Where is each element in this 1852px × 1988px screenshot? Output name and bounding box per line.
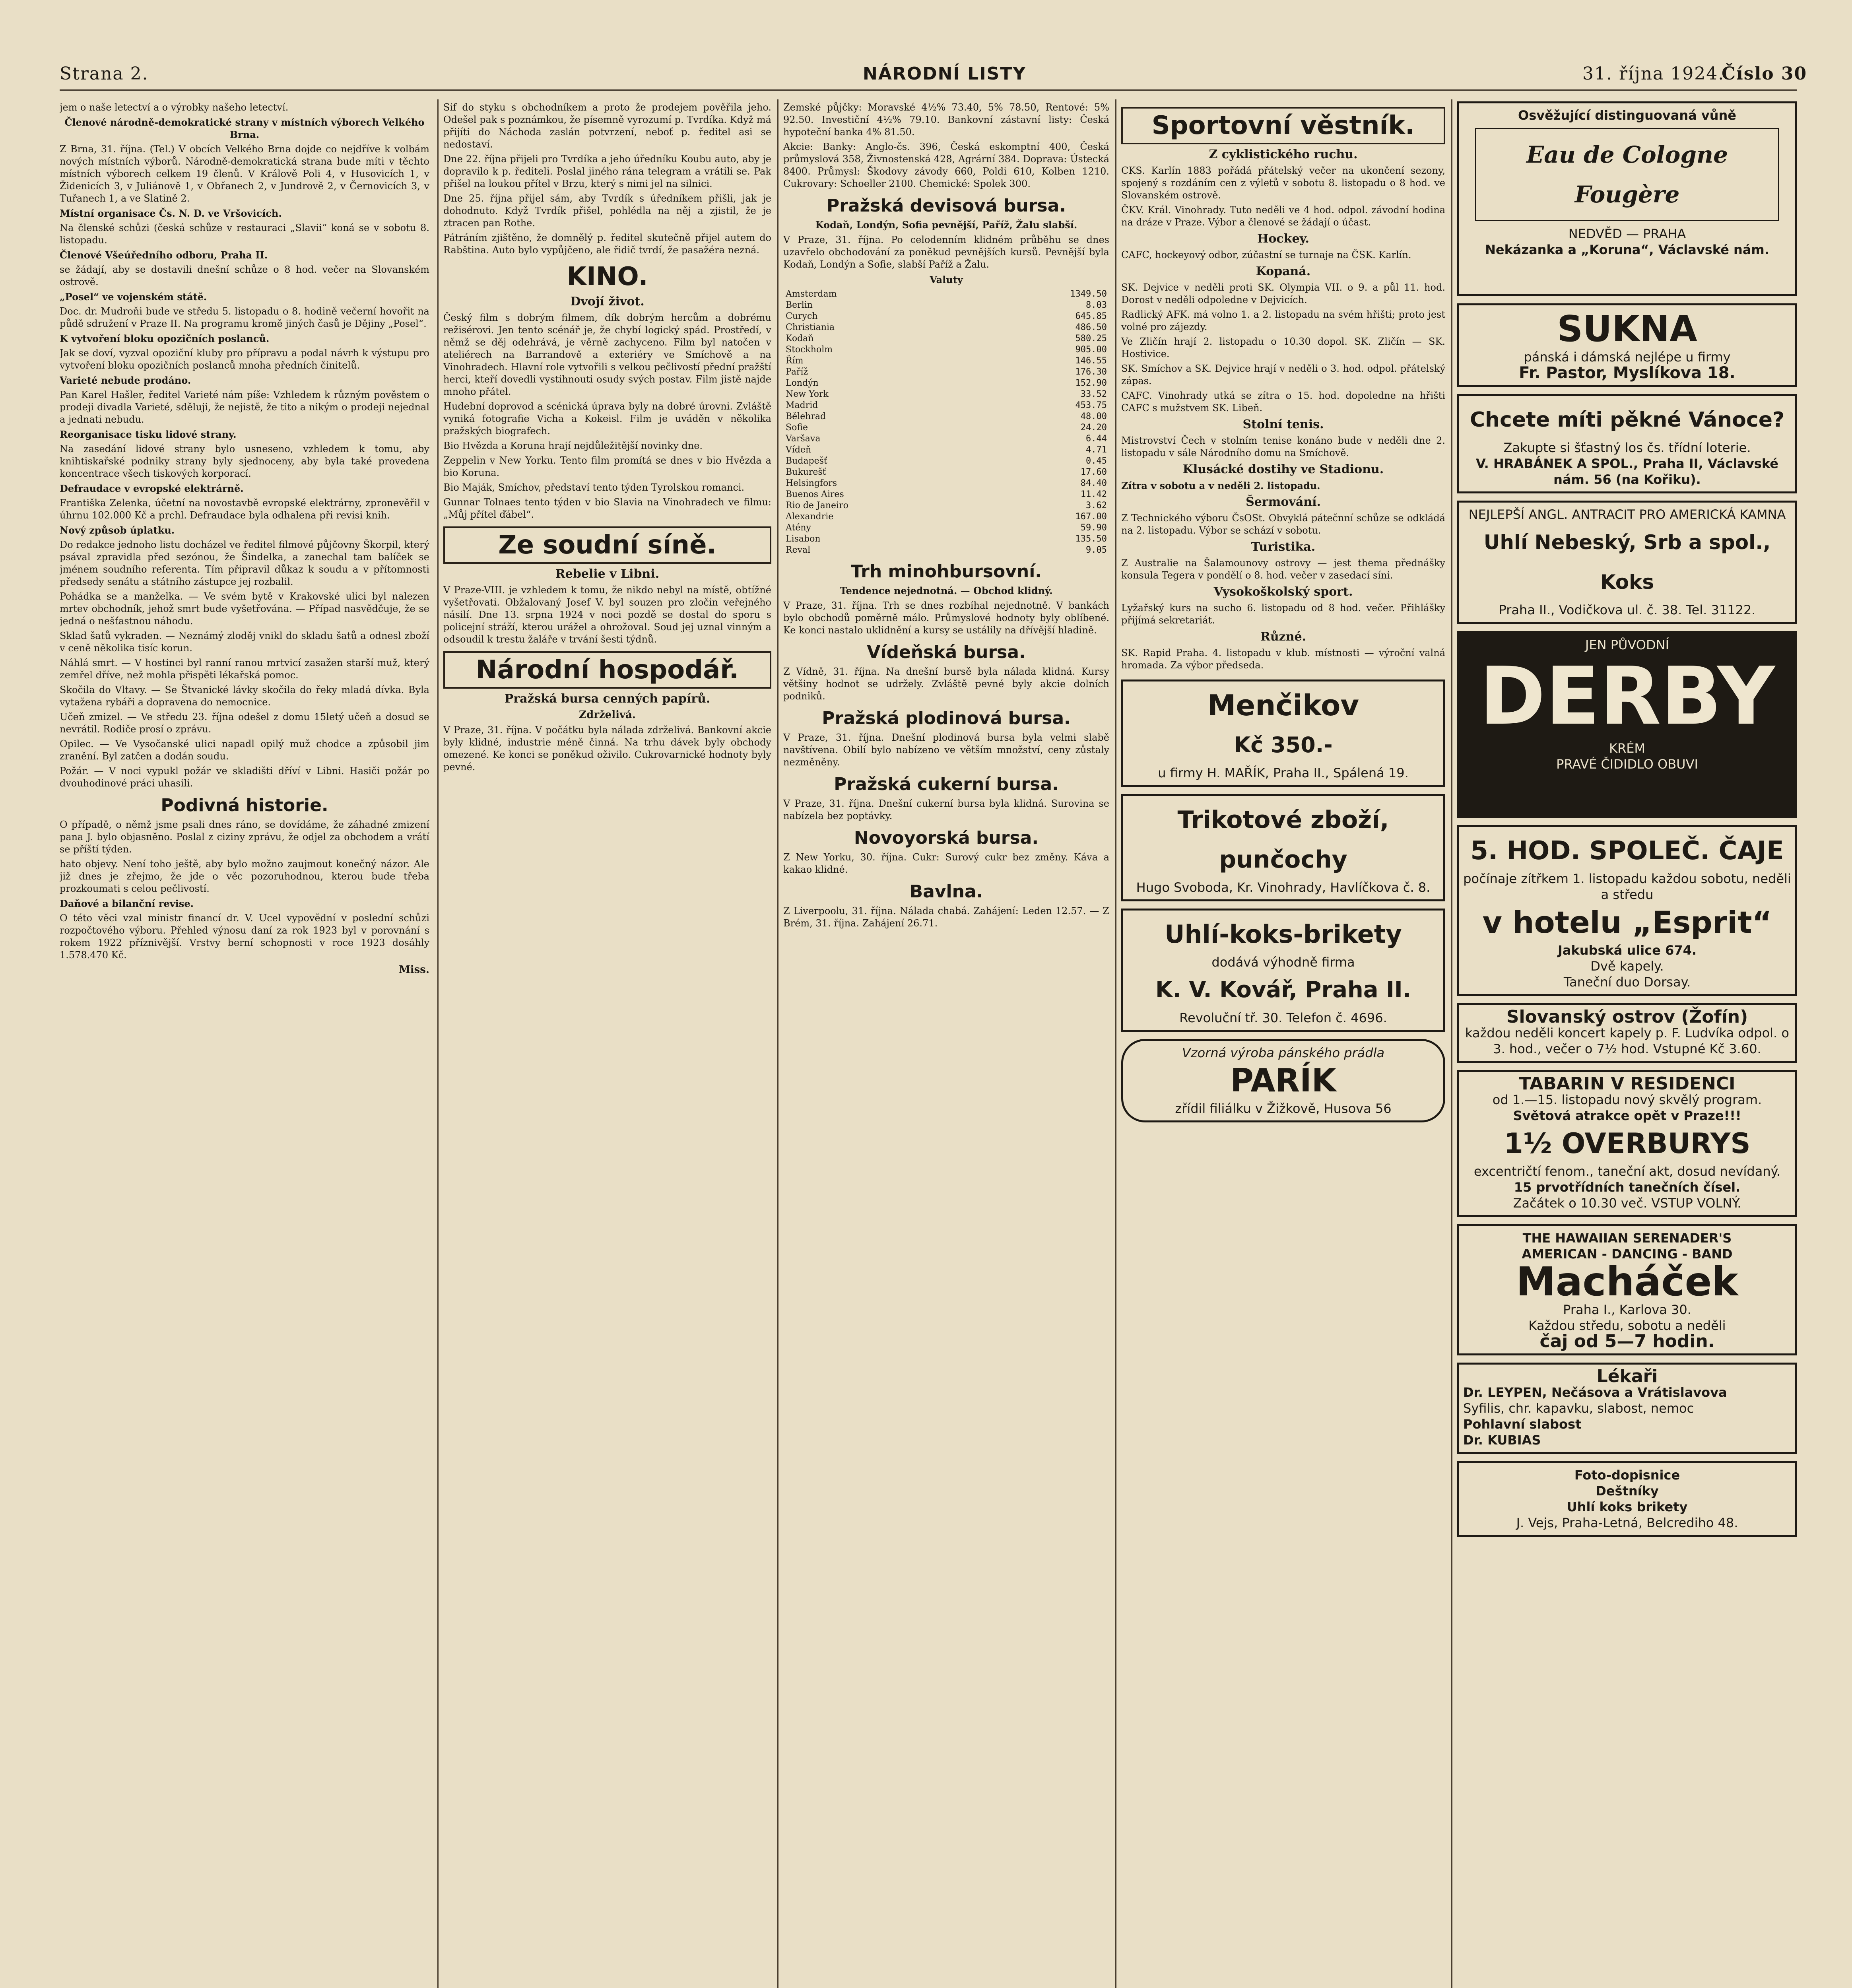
subheading: Dvojí život. bbox=[570, 295, 645, 309]
currency-rate: 146.55 bbox=[1075, 356, 1107, 366]
table-row bbox=[783, 389, 1109, 400]
currency-rate: 8.03 bbox=[1086, 300, 1107, 310]
article-text: Pátráním zjištěno, že domnělý p. ředitel skutečně přijel autem do Rabština. Auto bylo vypůjčeno, ale řidič tvrdí, že pasažéra nezná. bbox=[443, 232, 771, 256]
advertisement bbox=[1457, 1224, 1797, 1355]
ad-text: 15 prvotřídních tanečních čísel. bbox=[1514, 1180, 1741, 1195]
subheading: Kopaná. bbox=[1256, 264, 1311, 278]
cinema-note: Bio Hvězda a Koruna hrají nejdůležitější novinky dne. bbox=[443, 440, 703, 451]
currency-name: Madrid bbox=[786, 400, 818, 410]
subheading: Tendence nejednotná. — Obchod klidný. bbox=[840, 585, 1053, 596]
ad-title: 5. HOD. SPOLEČ. ČAJE bbox=[1470, 836, 1784, 866]
article-text: Ve Zličín hrají 2. listopadu o 10.30 dopol. SK. Zličín — SK. Hostivice. bbox=[1121, 336, 1445, 359]
ad-text: Praha II., Vodičkova ul. č. 38. Tel. 31122. bbox=[1499, 602, 1756, 617]
article-text: SK. Smíchov a SK. Dejvice hrají v neděli o 3. hod. odpol. přátelský zápas. bbox=[1121, 363, 1445, 386]
subheading: Hockey. bbox=[1257, 232, 1309, 246]
ad-text: Dvě kapely. bbox=[1590, 959, 1664, 974]
subheading: Zdrželivá. bbox=[579, 709, 636, 721]
currency-name: Christiania bbox=[786, 322, 835, 332]
article-heading: „Posel“ ve vojenském státě. bbox=[60, 291, 207, 303]
ad-title: Lékaři bbox=[1596, 1366, 1658, 1386]
article-heading: Nový způsob úplatku. bbox=[60, 524, 175, 536]
table-row bbox=[783, 534, 1109, 545]
article-text: Hudební doprovod a scénická úprava byly na dobré úrovni. Zvláště vyniká fotografie Vicha a Kokeisl. Film je uváděn v několika pražských biografech. bbox=[443, 401, 771, 437]
ad-text: Hugo Svoboda, Kr. Vinohrady, Havlíčkova č. 8. bbox=[1136, 880, 1431, 895]
ad-title: Slovanský ostrov (Žofín) bbox=[1506, 1007, 1748, 1027]
ad-text: Začátek o 10.30 več. VSTUP VOLNÝ. bbox=[1513, 1196, 1741, 1211]
ad-text: Zakupte si šťastný los čs. třídní loterie. bbox=[1503, 440, 1751, 455]
table-row bbox=[783, 522, 1109, 534]
currency-rate: 152.90 bbox=[1075, 378, 1107, 388]
subheading: Klusácké dostihy ve Stadionu. bbox=[1182, 462, 1384, 476]
table-row bbox=[783, 289, 1109, 300]
currency-rate: 9.05 bbox=[1086, 545, 1107, 555]
ad-title: Macháček bbox=[1516, 1258, 1738, 1305]
table-row bbox=[783, 545, 1109, 556]
currency-name: New York bbox=[786, 389, 829, 399]
article-text: V Praze, 31. října. V počátku byla nálada zdrželivá. Bankovní akcie byly klidné, industrie méně činná. Na trhu dávek byly obchody omezené. Ke konci se poněkud oživilo. Cukrovarnické hodnoty byly pevné. bbox=[443, 724, 771, 773]
currency-name: Vídeň bbox=[786, 445, 811, 455]
article-text: O případě, o němž jsme psali dnes ráno, se dovídáme, že záhadné zmizení pana J. bylo objasněno. Poslal z ciziny zprávu, že odjel za obchodem a vrátí se příští týden. bbox=[60, 819, 429, 855]
ad-text: Deštníky bbox=[1596, 1483, 1659, 1499]
article-text: Akcie: Banky: Anglo-čs. 396, Česká eskomptní 400, Česká průmyslová 358, Živnostenská 428, Agrární 384. Doprava: Ústecká 8400. Průmysl: Škodovy závody 660, Poldi 610, Kolben 1210. Cukrovary: Schoeller 2100. Chemické: Spolek 300. bbox=[783, 141, 1109, 189]
ad-text: každou neděli koncert kapely p. F. Ludvíka odpol. o 3. hod., večer o 7½ hod. Vstupné Kč 3.60. bbox=[1465, 1025, 1789, 1056]
article-text: SK. Dejvice v neděli proti SK. Olympia VII. o 9. a půl 11. hod. Dorost v neděli odpoledne v Dejvicích. bbox=[1121, 282, 1445, 305]
currency-rate: 17.60 bbox=[1080, 467, 1107, 477]
cinema-note: Zeppelin v New Yorku. Tento film promítá se dnes v bio Hvězda a bio Koruna. bbox=[443, 455, 771, 478]
ad-text: AMERICAN - DANCING - BAND bbox=[1522, 1246, 1733, 1262]
currency-rate: 48.00 bbox=[1080, 412, 1107, 421]
article-text: V Praze, 31. října. Dnešní cukerní bursa byla klidná. Surovina se nabízela bez poptávky. bbox=[783, 798, 1109, 821]
section-heading: Novoyorská bursa. bbox=[854, 828, 1039, 848]
ad-title: Menčikov bbox=[1207, 689, 1359, 722]
currency-name: Berlin bbox=[786, 300, 813, 310]
ad-text: Syfilis, chr. kapavku, slabost, nemoc bbox=[1463, 1401, 1694, 1416]
article-text: Radlický AFK. má volno 1. a 2. listopadu na svém hřišti; proto jest volné pro zájezdy. bbox=[1121, 309, 1445, 332]
article-heading: Členové národně-demokratické strany v místních výborech Velkého Brna. bbox=[64, 116, 425, 140]
section-heading: Národní hospodář. bbox=[443, 651, 771, 689]
table-row bbox=[783, 433, 1109, 445]
ad-text: Praha I., Karlova 30. bbox=[1563, 1302, 1691, 1317]
currency-rate: 905.00 bbox=[1075, 345, 1107, 355]
subheading: Kodaň, Londýn, Sofia pevnější, Paříž, Žalu slabší. bbox=[815, 219, 1077, 231]
subheading: Z cyklistického ruchu. bbox=[1209, 148, 1358, 161]
table-row bbox=[783, 467, 1109, 478]
currency-rate: 1349.50 bbox=[1070, 289, 1107, 299]
article-text: Učeň zmizel. — Ve středu 23. října odešel z domu 15letý učeň a dosud se nevrátil. Rodiče prosí o zprávu. bbox=[60, 711, 429, 735]
article-heading: Členové Všeúředního odboru, Praha II. bbox=[60, 249, 268, 261]
article-text: Zemské půjčky: Moravské 4½% 73.40, 5% 78.50, Rentové: 5% 92.50. Investiční 4½% 79.10. Bankovní zástavní listy: Česká hypoteční banka 4% 81.50. bbox=[783, 102, 1109, 138]
subheading: Šermování. bbox=[1246, 495, 1321, 509]
advertisement bbox=[1121, 1039, 1445, 1122]
table-row bbox=[783, 300, 1109, 311]
ad-title: TABARIN V RESIDENCI bbox=[1519, 1074, 1736, 1094]
currency-rate: 59.90 bbox=[1080, 523, 1107, 533]
issue-number: Číslo 30 bbox=[1722, 64, 1807, 84]
ad-text: počínaje zítřkem 1. listopadu každou sobotu, neděli a středu bbox=[1463, 871, 1791, 902]
ad-title: Trikotové zboží, punčochy bbox=[1177, 806, 1389, 874]
column-rule bbox=[1115, 99, 1116, 1988]
article-text: Zítra v sobotu a v neděli 2. listopadu. bbox=[1121, 480, 1320, 491]
ad-act: 1½ OVERBURYS bbox=[1504, 1127, 1751, 1160]
currency-name: Curych bbox=[786, 311, 818, 321]
currency-rate: 84.40 bbox=[1080, 478, 1107, 488]
cinema-note: Bio Maják, Smíchov, představí tento týden Tyrolskou romanci. bbox=[443, 482, 745, 493]
column-rule bbox=[437, 99, 439, 1988]
article-text: Na členské schůzi (česká schůze v restauraci „Slavii“ koná se v sobotu 8. listopadu. bbox=[60, 222, 429, 246]
column-5 bbox=[1457, 101, 1797, 1988]
table-row bbox=[783, 400, 1109, 411]
currency-name: Alexandrie bbox=[786, 512, 834, 522]
currency-name: Varšava bbox=[786, 434, 821, 444]
ad-company: K. V. Kovář, Praha II. bbox=[1155, 977, 1411, 1003]
article-text: Lyžařský kurs na sucho 6. listopadu od 8 hod. večer. Přihlášky přijímá sekretariát. bbox=[1121, 602, 1445, 626]
advertisement bbox=[1121, 679, 1445, 787]
ad-text: Foto-dopisnice bbox=[1574, 1468, 1680, 1483]
currency-table bbox=[783, 289, 1109, 556]
currency-name: Buenos Aires bbox=[786, 489, 844, 499]
article-text: Požár. — V noci vypukl požár ve skladišti dříví v Libni. Hasiči požár po dvouhodinové práci uhasili. bbox=[60, 765, 429, 789]
article-text: V Praze, 31. října. Po celodenním klidném průběhu se dnes uzavřelo obchodování za poněkud pevnějších kursů. Pevnější byla Kodaň, Londýn a Sofie, slabší Paříž a Žalu. bbox=[783, 234, 1109, 270]
ad-price: Kč 350.- bbox=[1234, 732, 1333, 757]
subheading: Stolní tenis. bbox=[1242, 417, 1324, 431]
article-text: jem o naše letectví a o výrobky našeho letectví. bbox=[60, 102, 289, 113]
ad-text: Každou středu, sobotu a neděli bbox=[1528, 1318, 1726, 1333]
currency-rate: 167.00 bbox=[1075, 512, 1107, 522]
article-text: Dne 22. října přijeli pro Tvrdíka a jeho úředníku Koubu auto, aby je dopravilo k p. řediteli. Poslal jiného rána telegram a vrátili se. Pak přišel na loukou přítel v Brzu, který s nimi jel na silnici. bbox=[443, 153, 771, 189]
section-heading: Pražská cukerní bursa. bbox=[834, 774, 1059, 794]
article-heading: Místní organisace Čs. N. D. ve Vršovicích. bbox=[60, 208, 282, 219]
signature: Miss. bbox=[399, 964, 429, 976]
ad-text: KRÉM bbox=[1609, 741, 1646, 756]
currency-rate: 645.85 bbox=[1075, 311, 1107, 321]
table-row bbox=[783, 511, 1109, 522]
advertisement bbox=[1457, 1070, 1797, 1217]
advertisement bbox=[1457, 1003, 1797, 1063]
currency-name: Sofie bbox=[786, 423, 808, 433]
article-text: CKS. Karlín 1883 pořádá přátelský večer na ukončení sezony, spojený s rozdáním cen z výletů v sobotu 8. listopadu o 8 hod. ve Slovanském ostrově. bbox=[1121, 165, 1445, 201]
article-text: Z Technického výboru ČsOSt. Obvyklá pátečnní schůze se odkládá na 2. listopadu. Výbor se schází v sobotu. bbox=[1121, 513, 1445, 536]
currency-rate: 11.42 bbox=[1080, 489, 1107, 499]
section-heading: KINO. bbox=[567, 262, 648, 291]
advertisement bbox=[1121, 909, 1445, 1032]
table-row bbox=[783, 355, 1109, 367]
ad-text: THE HAWAIIAN SERENADER'S bbox=[1522, 1231, 1732, 1246]
advertisement bbox=[1457, 303, 1797, 387]
ad-text: dodává výhodně firma bbox=[1211, 955, 1355, 970]
currency-name: Atény bbox=[786, 523, 811, 533]
table-row bbox=[783, 445, 1109, 456]
article-text: hato objevy. Není toho ještě, aby bylo možno zaujmout konečný názor. Ale již dnes je zřejmo, že jde o věc pozoruhodnou, kterou bude třeba prozkoumati s celou pečlivostí. bbox=[60, 858, 429, 894]
ad-company: V. HRABÁNEK A SPOL., Praha II, Václavské nám. 56 (na Kořiku). bbox=[1476, 456, 1778, 487]
currency-name: Bělehrad bbox=[786, 412, 826, 421]
article-heading: Daňové a bilanční revise. bbox=[60, 898, 194, 909]
article-text: Z Liverpoolu, 31. října. Nálada chabá. Zahájení: Leden 12.57. — Z Brém, 31. října. Zahájení 26.71. bbox=[783, 905, 1109, 929]
article-text: Do redakce jednoho listu docházel ve ředitel filmové půjčovny Škorpil, který psával zpravidla před sezónou, že Šindelka, a zanechal tam balíček se jménem soudního referenta. Tím připravil důkaz k soudu a v přítomnosti předsedy senátu a státního zástupce jej rozbalil. bbox=[60, 539, 429, 587]
currency-rate: 486.50 bbox=[1075, 322, 1107, 332]
table-row bbox=[783, 378, 1109, 389]
advertisement bbox=[1457, 825, 1797, 996]
currency-rate: 580.25 bbox=[1075, 334, 1107, 344]
article-text: Na zasedání lidové strany bylo usneseno, vzhledem k tomu, aby knihtiskařské podniky strany byly sjednoceny, aby byla také provedena koncentrace všech tiskových korporací. bbox=[60, 443, 429, 479]
cinema-note: Gunnar Tolnaes tento týden v bio Slavia na Vinohradech ve filmu: „Můj přítel ďábel“. bbox=[443, 497, 771, 520]
article-text: Náhlá smrt. — V hostinci byl ranní ranou mrtvicí zasažen starší muž, který zemřel dříve, než mohla přispěti lékařská pomoc. bbox=[60, 657, 429, 681]
advertisement bbox=[1121, 794, 1445, 901]
advertisement bbox=[1457, 394, 1797, 493]
currency-rate: 176.30 bbox=[1075, 367, 1107, 377]
section-heading: Ze soudní síně. bbox=[443, 526, 771, 564]
table-row bbox=[783, 322, 1109, 333]
advertisement bbox=[1457, 1363, 1797, 1454]
article-text: Pan Karel Hašler, ředitel Varieté nám píše: Vzhledem k různým pověstem o prodeji divadla Varieté, sděluji, že nejistě, že tito a nikým o prodeji nejednal a jednati nebudu. bbox=[60, 389, 429, 425]
table-row bbox=[783, 456, 1109, 467]
ad-text: Osvěžující distinguovaná vůně bbox=[1518, 108, 1736, 123]
currency-name: Rio de Janeiro bbox=[786, 501, 848, 511]
column-2 bbox=[443, 101, 771, 1988]
ad-title: DERBY bbox=[1479, 650, 1775, 743]
subheading: Pražská bursa cenných papírů. bbox=[504, 692, 711, 706]
article-text: Doc. dr. Mudroňi bude ve středu 5. listopadu o 8. hodině večerní hovořit na půdě sdružení v Praze II. Na programu kromě jiných časů je Dějiny „Posel“. bbox=[60, 306, 429, 329]
currency-name: Kodaň bbox=[786, 334, 814, 344]
ad-text: Pohlavní slabost bbox=[1463, 1417, 1582, 1432]
article-text: Z New Yorku, 30. října. Cukr: Surový cukr bez změny. Káva a kakao klidné. bbox=[783, 852, 1109, 875]
ad-text: zřídil filiálku v Žižkově, Husova 56 bbox=[1175, 1101, 1392, 1116]
article-text: Sklad šatů vykraden. — Neznámý zloděj vnikl do skladu šatů a odnesl zboží v ceně několika tisíc korun. bbox=[60, 630, 429, 654]
currency-name: Řím bbox=[786, 356, 804, 366]
article-heading: Defraudace v evropské elektrárně. bbox=[60, 483, 244, 494]
currency-name: Helsingfors bbox=[786, 478, 837, 488]
ad-text: Nekázanka a „Koruna“, Václavské nám. bbox=[1485, 242, 1769, 257]
article-text: CAFC, hockeyový odbor, zúčastní se turnaje na ČSK. Karlín. bbox=[1121, 249, 1411, 260]
table-title: Valuty bbox=[930, 274, 963, 285]
section-heading: Pražská plodinová bursa. bbox=[822, 708, 1071, 728]
ad-text: excentričtí fenom., taneční akt, dosud nevídaný. bbox=[1473, 1164, 1781, 1179]
ad-title: Uhlí Nebeský, Srb a spol., Koks bbox=[1483, 531, 1771, 594]
ad-venue: v hotelu „Esprit“ bbox=[1482, 905, 1772, 940]
article-text: O této věci vzal ministr financí dr. V. Ucel vypovědní v poslední schůzi rozpočtového výboru. Přehled výnosu daní za rok 1923 byl v porovnání s rokem 1922 příznivější. Vrstvy berní schopnosti v roce 1923 dosáhly 1.578.470 Kč. bbox=[60, 912, 429, 961]
table-row bbox=[783, 500, 1109, 511]
article-text: Dne 25. října přijel sám, aby Tvrdík s úředníkem přišli, jak je dohodnuto. Když Tvrdík přišel, pohlédla na něj a zjistil, že je ztracen pan Rothe. bbox=[443, 193, 771, 229]
column-rule bbox=[1451, 99, 1452, 1988]
article-heading: Varieté nebude prodáno. bbox=[60, 375, 191, 386]
currency-rate: 135.50 bbox=[1075, 534, 1107, 544]
article-text: Skočila do Vltavy. — Se Štvanické lávky skočila do řeky mladá dívka. Byla vytažena rybáři a dopravena do nemocnice. bbox=[60, 684, 429, 708]
currency-rate: 3.62 bbox=[1086, 501, 1107, 511]
currency-name: Bukurešť bbox=[786, 467, 826, 477]
advertisement bbox=[1457, 631, 1797, 818]
column-3 bbox=[783, 101, 1109, 1988]
ad-text: Taneční duo Dorsay. bbox=[1563, 975, 1691, 990]
table-row bbox=[783, 311, 1109, 322]
currency-name: Amsterdam bbox=[786, 289, 837, 299]
currency-name: Paříž bbox=[786, 367, 808, 377]
ad-text: Revoluční tř. 30. Telefon č. 4696. bbox=[1179, 1010, 1387, 1025]
section-heading: Trh minohbursovní. bbox=[850, 561, 1042, 582]
column-1 bbox=[60, 101, 429, 1988]
issue-date: 31. října 1924. bbox=[1582, 64, 1725, 84]
table-row bbox=[783, 333, 1109, 344]
ad-text: JEN PŮVODNÍ bbox=[1585, 637, 1669, 652]
section-heading: Bavlna. bbox=[909, 881, 983, 902]
advertisement bbox=[1457, 1461, 1797, 1537]
article-text: Opilec. — Ve Vysočanské ulici napadl opilý muž chodce a způsobil jim zranění. Byl zatčen a dodán soudu. bbox=[60, 738, 429, 762]
ad-title: Uhlí-koks-brikety bbox=[1165, 920, 1402, 949]
masthead: NÁRODNÍ LISTY bbox=[863, 64, 1027, 84]
ad-text: NEDVĚD — PRAHA bbox=[1568, 226, 1686, 241]
header-rule bbox=[60, 89, 1797, 91]
currency-name: Reval bbox=[786, 545, 811, 555]
table-row bbox=[783, 367, 1109, 378]
article-text: Mistrovství Čech v stolním tenise konáno bude v neděli dne 2. listopadu v sále Národního domu na Smíchově. bbox=[1121, 435, 1445, 458]
article-text: ČKV. Král. Vinohrady. Tuto neděli ve 4 hod. odpol. závodní hodina na dráze v Praze. Výbor a členové se žádají o účast. bbox=[1121, 204, 1445, 228]
currency-rate: 453.75 bbox=[1075, 400, 1107, 410]
article-text: Sif do styku s obchodníkem a proto že prodejem pověřila jeho. Odešel pak s poznámkou, že písemně vyrozumí p. Tvrdíka. Když má přijíti do Náchoda zaslán potvrzení, neboť p. ředitel asi se nedostaví. bbox=[443, 102, 771, 150]
currency-rate: 24.20 bbox=[1080, 423, 1107, 433]
ad-text: PRAVÉ ČIDIDLO OBUVI bbox=[1556, 757, 1698, 772]
article-heading: K vytvoření bloku opozičních poslanců. bbox=[60, 333, 270, 344]
section-heading: Vídeňská bursa. bbox=[867, 642, 1026, 662]
ad-text: čaj od 5—7 hodin. bbox=[1539, 1331, 1715, 1351]
ad-title: Chcete míti pěkné Vánoce? bbox=[1470, 408, 1785, 432]
article-text: Františka Zelenka, účetní na novostavbě evropské elektrárny, zpronevěřil v úhrnu 102.000 Kč a prchl. Defraudace byla odhalena při revisi knih. bbox=[60, 497, 429, 521]
ad-text: J. Vejs, Praha-Letná, Belcrediho 48. bbox=[1516, 1515, 1738, 1530]
ad-text: Dr. KUBIAS bbox=[1463, 1433, 1541, 1448]
currency-rate: 0.45 bbox=[1086, 456, 1107, 466]
article-text: V Praze, 31. října. Trh se dnes rozbíhal nejednotně. V bankách bylo obchodů poměrně málo. Průmyslové hodnoty byly oblíbené. Ke konci nastalo uklidnění a kursy se ustálily na dřívější hladině. bbox=[783, 600, 1109, 636]
article-text: Z Brna, 31. října. (Tel.) V obcích Velkého Brna dojde co nejdříve k volbám nových místních výborů. Národně-demokratická strana bude míti v těchto místních výborech celkem 19 členů. V Králově Poli 4, v Husovicích 1, v Židenicích 3, v Juliánově 1, v Obřanech 2, v Jundrově 2, v Černovicích 3, v Tuřanech 1, a ve Slatině 2. bbox=[60, 144, 429, 204]
currency-rate: 4.71 bbox=[1086, 445, 1107, 455]
ad-title: Eau de Cologne Fougère bbox=[1475, 128, 1779, 221]
article-text: Z Vídně, 31. října. Na dnešní bursě byla nálada klidná. Kursy většiny hodnot se udržely. Zvláště pevné byly akcie dolních podniků. bbox=[783, 666, 1109, 702]
table-row bbox=[783, 411, 1109, 422]
currency-name: Stockholm bbox=[786, 345, 833, 355]
ad-title: SUKNA bbox=[1557, 308, 1697, 350]
ad-title: PARÍK bbox=[1230, 1062, 1336, 1099]
article-text: Český film s dobrým filmem, dík dobrým hercům a dobrému režisérovi. Jen tento scénář je, že chybí logický spád. Prostředí, v němž se děj odehrává, je věrně zachyceno. Film byl natočen v ateliérech na Barrandově a exteriéry ve Smíchově a na Vinohradech. Hlavní role vytvořili s velkou pečlivostí přední pražští herci, kteří dovedli vystihnouti osudy svých postav. Film jistě najde mnoho přátel. bbox=[443, 312, 771, 397]
subheading: Různé. bbox=[1260, 630, 1306, 644]
article-text: SK. Rapid Praha. 4. listopadu v klub. místnosti — výroční valná hromada. Za výbor předseda. bbox=[1121, 647, 1445, 671]
column-rule bbox=[777, 99, 778, 1988]
currency-name: Londýn bbox=[786, 378, 819, 388]
ad-text: Uhlí koks brikety bbox=[1567, 1499, 1688, 1514]
ad-text: pánská i dámská nejlépe u firmy bbox=[1524, 349, 1731, 365]
currency-rate: 6.44 bbox=[1086, 434, 1107, 444]
ad-text: od 1.—15. listopadu nový skvělý program. bbox=[1492, 1092, 1762, 1107]
table-row bbox=[783, 422, 1109, 433]
advertisement bbox=[1457, 101, 1797, 296]
currency-rate: 33.52 bbox=[1080, 389, 1107, 399]
ad-text: NEJLEPŠÍ ANGL. ANTRACIT PRO AMERICKÁ KAMNA bbox=[1468, 507, 1786, 522]
ad-text: Dr. LEYPEN, Nečásova a Vrátislavova bbox=[1463, 1385, 1727, 1400]
table-row bbox=[783, 489, 1109, 500]
article-text: se žádají, aby se dostavili dnešní schůze o 8 hod. večer na Slovanském ostrově. bbox=[60, 264, 429, 287]
currency-name: Lisabon bbox=[786, 534, 821, 544]
advertisement bbox=[1457, 501, 1797, 624]
section-heading: Podivná historie. bbox=[161, 795, 328, 815]
column-4 bbox=[1121, 101, 1445, 1988]
subheading: Turistika. bbox=[1251, 540, 1316, 554]
article-text: CAFC. Vinohrady utká se zítra o 15. hod. dopoledne na hřišti CAFC s mužstvem SK. Libeň. bbox=[1121, 390, 1445, 414]
table-row bbox=[783, 478, 1109, 489]
article-text: Pohádka se a manželka. — Ve svém bytě v Krakovské ulici byl nalezen mrtev obchodník, jehož smrt bude vyšetřována. — Případ nasvědčuje, že se jedná o nešťastnou náhodu. bbox=[60, 591, 429, 627]
article-text: V Praze, 31. října. Dnešní plodinová bursa byla velmi slabě navštívena. Obilí bylo nabízeno ve větším množství, ceny zůstaly nezměněny. bbox=[783, 732, 1109, 768]
section-heading: Pražská devisová bursa. bbox=[826, 196, 1066, 216]
ad-text: Vzorná výroba pánského prádla bbox=[1182, 1045, 1385, 1060]
currency-name: Budapešť bbox=[786, 456, 827, 466]
ad-text: u firmy H. MAŘÍK, Praha II., Spálená 19. bbox=[1158, 765, 1409, 780]
section-heading: Sportovní věstník. bbox=[1121, 107, 1445, 144]
page-number: Strana 2. bbox=[60, 64, 149, 84]
article-text: Z Australie na Šalamounovy ostrovy — jest thema přednášky konsula Tegera v pondělí o 8. hod. večer v zasedací síni. bbox=[1121, 557, 1445, 581]
subheading: Vysokoškolský sport. bbox=[1213, 585, 1353, 599]
article-text: V Praze-VIII. je vzhledem k tomu, že nikdo nebyl na místě, obtížné vyšetřovati. Obžalovaný Josef V. byl souzen pro zločin veřejného násilí. Dne 13. srpna 1924 v noci pozdě se dostal do sporu s policejní stráží, kterou urážel a ohrožoval. Soud jej uznal vinným a odsoudil k trestu žaláře v trvání šesti týdnů. bbox=[443, 584, 771, 645]
ad-company: Fr. Pastor, Myslíkova 18. bbox=[1519, 364, 1736, 382]
article-heading: Reorganisace tisku lidové strany. bbox=[60, 429, 237, 440]
ad-text: Světová atrakce opět v Praze!!! bbox=[1513, 1108, 1741, 1123]
ad-text: Jakubská ulice 674. bbox=[1557, 943, 1697, 958]
article-text: Jak se doví, vyzval opoziční kluby pro přípravu a podal návrh k výstupu pro vytvoření bloku opozičních poslanců mnoha předních činitelů. bbox=[60, 348, 429, 371]
table-row bbox=[783, 344, 1109, 355]
subheading: Rebelie v Libni. bbox=[555, 567, 660, 581]
